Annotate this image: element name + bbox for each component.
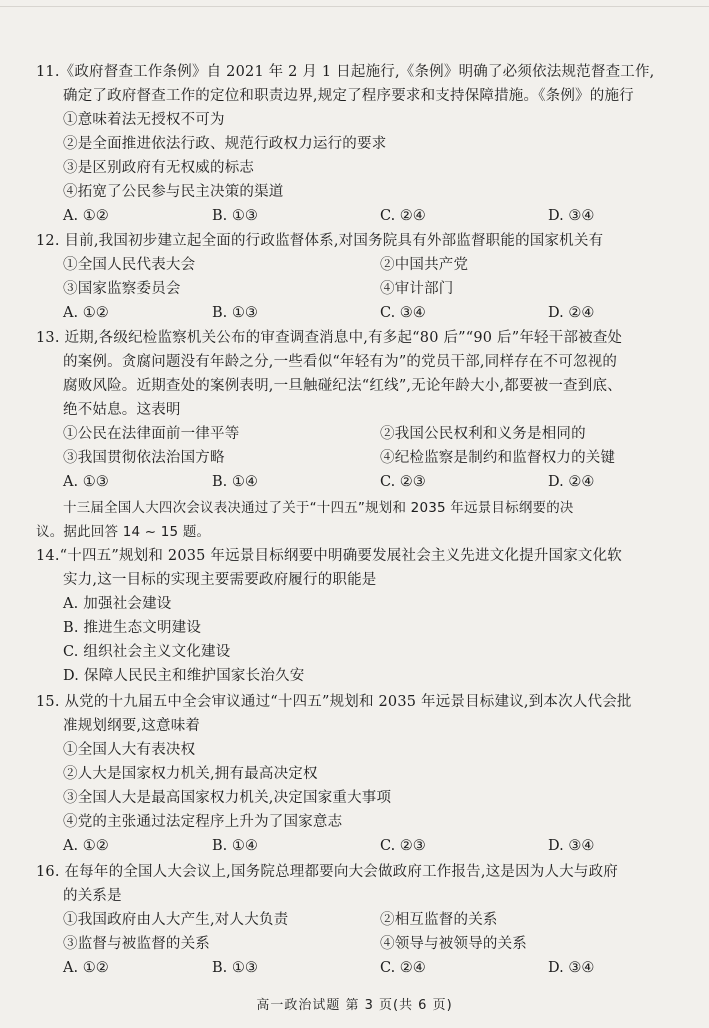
q13-choice-d: D. ②④ xyxy=(548,474,595,490)
q16-statement-2: ②相互监督的关系 xyxy=(380,912,498,928)
q11-statement-3: ③是区别政府有无权威的标志 xyxy=(63,160,255,176)
q15-statement-2: ②人大是国家权力机关,拥有最高决定权 xyxy=(63,766,318,782)
q11-statement-1: ①意味着法无授权不可为 xyxy=(63,112,225,128)
q13-statement-4: ④纪检监察是制约和监督权力的关键 xyxy=(380,450,616,466)
scan-edge xyxy=(0,6,709,7)
q12-choice-c: C. ③④ xyxy=(380,305,426,321)
q13-stem-line-4: 绝不姑息。这表明 xyxy=(63,402,181,418)
q15-statement-4: ④党的主张通过法定程序上升为了国家意志 xyxy=(63,814,343,830)
page-footer: 高一政治试题 第 3 页(共 6 页) xyxy=(256,998,453,1013)
q12-choice-b: B. ①③ xyxy=(212,305,258,321)
q12-statement-3: ③国家监察委员会 xyxy=(63,281,181,297)
q11-stem-line-2: 确定了政府督查工作的定位和职责边界,规定了程序要求和支持保障措施。《条例》的施行 xyxy=(63,88,634,104)
q15-choice-c: C. ②③ xyxy=(380,838,426,854)
q11-statement-2: ②是全面推进依法行政、规范行政权力运行的要求 xyxy=(63,136,387,152)
q15-statement-3: ③全国人大是最高国家权力机关,决定国家重大事项 xyxy=(63,790,392,806)
q15-stem-line-2: 准规划纲要,这意味着 xyxy=(63,718,201,734)
q12-statement-4: ④审计部门 xyxy=(380,281,454,297)
q12-choice-a: A. ①② xyxy=(63,305,109,321)
q13-stem-line-2: 的案例。贪腐问题没有年龄之分,一些看似“年轻有为”的党员干部,同样存在不可忽视的 xyxy=(63,354,618,370)
q11-stem-line-1: 11.《政府督查工作条例》自 2021 年 2 月 1 日起施行,《条例》明确了必须依法规范督查工作, xyxy=(36,64,655,80)
q16-statement-4: ④领导与被领导的关系 xyxy=(380,936,527,952)
q14-choice-d: D. 保障人民民主和维护国家长治久安 xyxy=(63,668,305,684)
q13-stem-line-3: 腐败风险。近期查处的案例表明,一旦触碰纪法“红线”,无论年龄大小,都要被一查到底、 xyxy=(63,378,622,394)
intro-line-2: 议。据此回答 14 ~ 15 题。 xyxy=(36,524,211,540)
q16-statement-1: ①我国政府由人大产生,对人大负责 xyxy=(63,912,289,928)
q15-stem-line-1: 15. 从党的十九届五中全会审议通过“十四五”规划和 2035 年远景目标建议,到本次人代会批 xyxy=(36,694,632,710)
q16-choice-b: B. ①③ xyxy=(212,960,258,976)
q15-choice-b: B. ①④ xyxy=(212,838,258,854)
q13-choice-a: A. ①③ xyxy=(63,474,109,490)
q11-choice-d: D. ③④ xyxy=(548,208,595,224)
q16-stem-line-1: 16. 在每年的全国人大会议上,国务院总理都要向大会做政府工作报告,这是因为人大与政府 xyxy=(36,864,618,880)
q15-choice-d: D. ③④ xyxy=(548,838,595,854)
q13-stem-line-1: 13. 近期,各级纪检监察机关公布的审查调查消息中,有多起“80 后”“90 后”年轻干部被查处 xyxy=(36,330,623,346)
intro-line-1: 十三届全国人大四次会议表决通过了关于“十四五”规划和 2035 年远景目标纲要的决 xyxy=(63,500,574,516)
q14-choice-c: C. 组织社会主义文化建设 xyxy=(63,644,231,660)
q13-statement-3: ③我国贯彻依法治国方略 xyxy=(63,450,225,466)
q16-choice-d: D. ③④ xyxy=(548,960,595,976)
q16-choice-c: C. ②④ xyxy=(380,960,426,976)
q12-stem-line-1: 12. 目前,我国初步建立起全面的行政监督体系,对国务院具有外部监督职能的国家机关有 xyxy=(36,233,604,249)
q11-choice-b: B. ①③ xyxy=(212,208,258,224)
q12-statement-1: ①全国人民代表大会 xyxy=(63,257,196,273)
q11-choice-c: C. ②④ xyxy=(380,208,426,224)
q14-stem-line-1: 14.“十四五”规划和 2035 年远景目标纲要中明确要发展社会主义先进文化提升国家文化软 xyxy=(36,548,623,564)
q12-choice-d: D. ②④ xyxy=(548,305,595,321)
q13-choice-c: C. ②③ xyxy=(380,474,426,490)
q11-statement-4: ④拓宽了公民参与民主决策的渠道 xyxy=(63,184,284,200)
q12-statement-2: ②中国共产党 xyxy=(380,257,469,273)
q14-choice-b: B. 推进生态文明建设 xyxy=(63,620,202,636)
q13-statement-2: ②我国公民权利和义务是相同的 xyxy=(380,426,586,442)
q14-choice-a: A. 加强社会建设 xyxy=(63,596,172,612)
q16-choice-a: A. ①② xyxy=(63,960,109,976)
q15-choice-a: A. ①② xyxy=(63,838,109,854)
q11-choice-a: A. ①② xyxy=(63,208,109,224)
q15-statement-1: ①全国人大有表决权 xyxy=(63,742,196,758)
q16-statement-3: ③监督与被监督的关系 xyxy=(63,936,210,952)
q13-choice-b: B. ①④ xyxy=(212,474,258,490)
q14-stem-line-2: 实力,这一目标的实现主要需要政府履行的职能是 xyxy=(63,572,377,588)
q16-stem-line-2: 的关系是 xyxy=(63,888,122,904)
q13-statement-1: ①公民在法律面前一律平等 xyxy=(63,426,240,442)
